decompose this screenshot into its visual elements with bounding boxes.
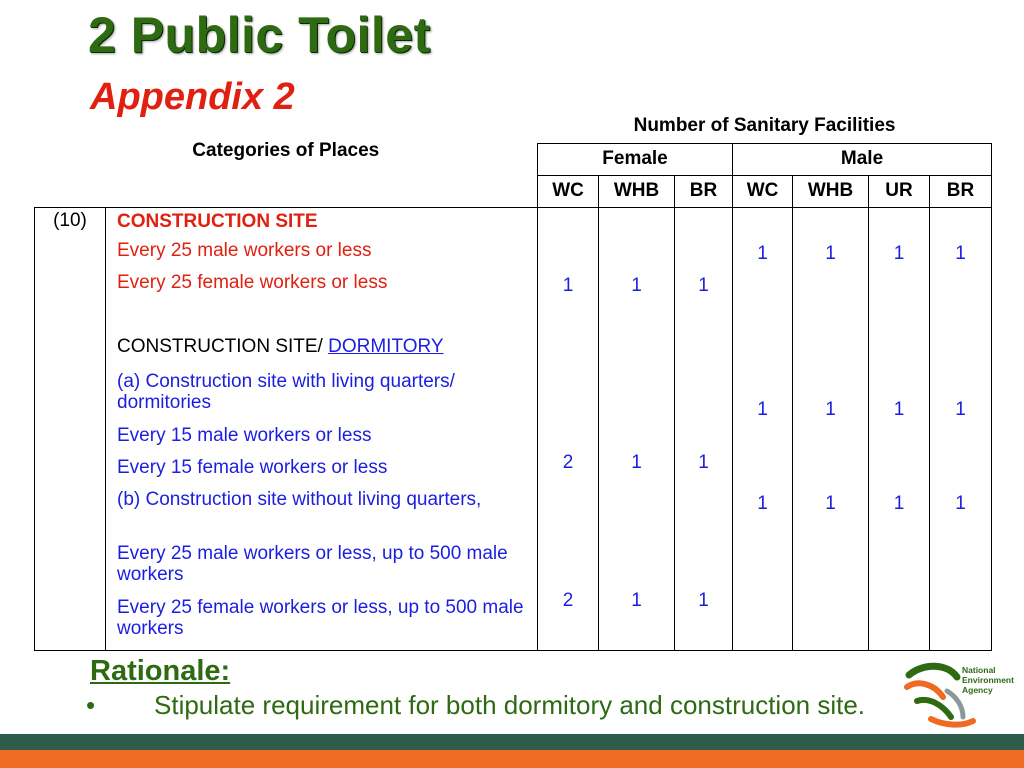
line-25-female-500: Every 25 female workers or less, up to 500 male workers (117, 596, 524, 639)
value-r6-male-wc: 1 (757, 398, 768, 420)
sanitary-facilities-table (34, 110, 992, 651)
value-r6-male-whb: 1 (825, 398, 836, 420)
line-construction-dormitory (117, 336, 529, 371)
col-male-wc: WC (733, 175, 793, 207)
col-female-br: BR (675, 175, 733, 207)
line-15-male: Every 15 male workers or less (117, 424, 372, 446)
col-female-wc: WC (538, 175, 599, 207)
value-r6-male-ur: 1 (893, 398, 905, 420)
value-r2-female-wc: 1 (562, 274, 574, 296)
col-male-br: BR (930, 175, 992, 207)
line-without-living-quarters: (b) Construction site without living quarters, (117, 488, 482, 510)
line-construction-site: CONSTRUCTION SITE (117, 210, 318, 232)
value-r10-female-br: 1 (698, 589, 709, 611)
footer-band-orange (0, 750, 1024, 768)
male-wc-cell (733, 207, 793, 650)
col-male-whb: WHB (793, 175, 869, 207)
rationale-bullet (86, 690, 865, 721)
female-wc-cell (538, 207, 599, 650)
value-r7-female-whb: 1 (631, 451, 642, 473)
female-group-header: Female (538, 143, 733, 175)
footer-band-green (0, 734, 1024, 750)
page-subtitle: Appendix 2 (90, 76, 295, 118)
value-r9-male-br: 1 (955, 492, 966, 514)
value-r1-male-wc: 1 (757, 242, 768, 264)
value-r9-male-wc: 1 (757, 492, 768, 514)
male-br-cell (930, 207, 992, 650)
bullet-dot: • (86, 690, 96, 720)
value-r9-male-ur: 1 (893, 492, 905, 514)
line-living-quarters: (a) Construction site with living quarters/ dormitories (117, 370, 455, 413)
line-25-female: Every 25 female workers or less (117, 271, 388, 293)
value-r2-female-whb: 1 (631, 274, 642, 296)
nea-logo-text (962, 665, 1014, 695)
rationale-heading: Rationale: (90, 655, 231, 687)
logo-line-2: Environment (962, 675, 1014, 685)
female-br-cell (675, 207, 733, 650)
male-ur-cell (869, 207, 930, 650)
male-group-header: Male (733, 143, 992, 175)
rationale-text: Stipulate requirement for both dormitory and construction site. (154, 690, 866, 720)
value-r9-male-whb: 1 (825, 492, 836, 514)
value-r1-male-ur: 1 (893, 242, 905, 264)
value-r10-female-wc: 2 (562, 589, 574, 611)
category-description (106, 207, 538, 650)
page-title: 2 Public Toilet (88, 7, 431, 63)
value-r2-female-br: 1 (698, 274, 709, 296)
col-male-ur: UR (869, 175, 930, 207)
value-r7-female-wc: 2 (562, 451, 574, 473)
col-female-whb: WHB (599, 175, 675, 207)
row-index: (10) (35, 207, 106, 650)
male-whb-cell (793, 207, 869, 650)
value-r7-female-br: 1 (698, 451, 709, 473)
value-r1-male-whb: 1 (825, 242, 836, 264)
facilities-heading: Number of Sanitary Facilities (633, 115, 896, 137)
line-25-male-500: Every 25 male workers or less, up to 500 male workers (117, 542, 508, 585)
dormitory-link[interactable]: DORMITORY (328, 335, 444, 357)
female-whb-cell (599, 207, 675, 650)
line-25-male: Every 25 male workers or less (117, 239, 372, 261)
value-r1-male-br: 1 (955, 242, 966, 264)
value-r10-female-whb: 1 (631, 589, 642, 611)
logo-line-1: National (962, 665, 996, 675)
construction-site-label: CONSTRUCTION SITE/ (117, 335, 329, 357)
line-15-female: Every 15 female workers or less (117, 456, 388, 478)
logo-line-3: Agency (962, 685, 993, 695)
categories-heading: Categories of Places (35, 110, 538, 207)
value-r6-male-br: 1 (955, 398, 966, 420)
